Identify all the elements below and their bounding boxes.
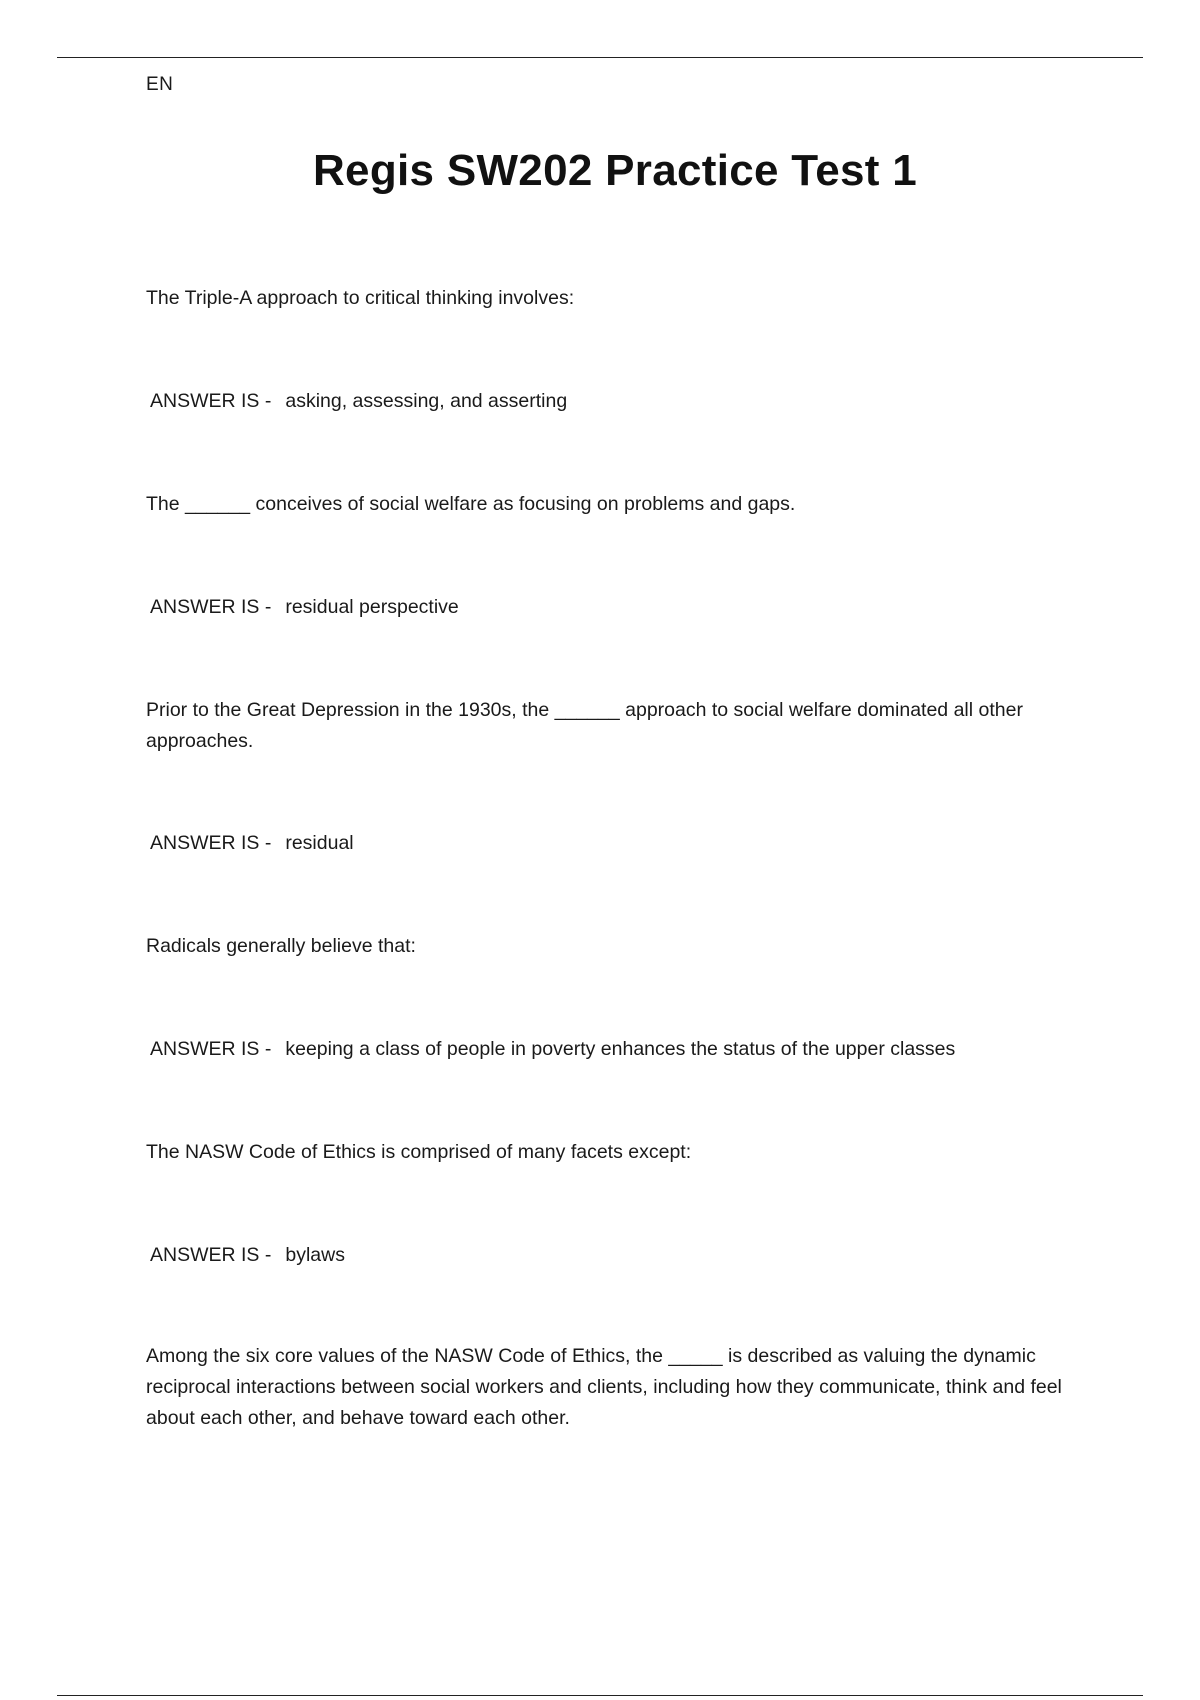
answer-2	[150, 592, 459, 623]
language-label: EN	[146, 74, 174, 95]
answer-value: keeping a class of people in poverty enhances the status of the upper classes	[285, 1038, 956, 1060]
answer-1	[150, 386, 567, 417]
answer-value: residual perspective	[285, 596, 459, 618]
question-4: Radicals generally believe that:	[146, 935, 416, 957]
question-2: The ______ conceives of social welfare as focusing on problems and gaps.	[146, 493, 796, 515]
answer-prefix: ANSWER IS -	[150, 1244, 272, 1266]
answer-value: bylaws	[285, 1244, 345, 1266]
question-6: Among the six core values of the NASW Code of Ethics, the _____ is described as valuing the dynamic reciprocal interactions between social workers and clients, including how they communicate, think and feel about each other, and behave toward each other.	[146, 1345, 1062, 1429]
question-1: The Triple-A approach to critical thinking involves:	[146, 287, 575, 309]
question-5: The NASW Code of Ethics is comprised of many facets except:	[146, 1141, 692, 1163]
answer-4	[150, 1034, 955, 1065]
answer-3	[150, 828, 354, 859]
page-title: Regis SW202 Practice Test 1	[312, 146, 917, 195]
top-divider	[57, 57, 1143, 58]
answer-prefix: ANSWER IS -	[150, 832, 272, 854]
answer-prefix: ANSWER IS -	[150, 596, 272, 618]
answer-value: residual	[285, 832, 354, 854]
bottom-divider	[57, 1695, 1143, 1696]
answer-prefix: ANSWER IS -	[150, 1038, 272, 1060]
answer-prefix: ANSWER IS -	[150, 390, 272, 412]
answer-5	[150, 1240, 345, 1271]
question-3: Prior to the Great Depression in the 1930s, the ______ approach to social welfare dominated all other approaches.	[146, 699, 1023, 752]
answer-value: asking, assessing, and asserting	[285, 390, 568, 412]
